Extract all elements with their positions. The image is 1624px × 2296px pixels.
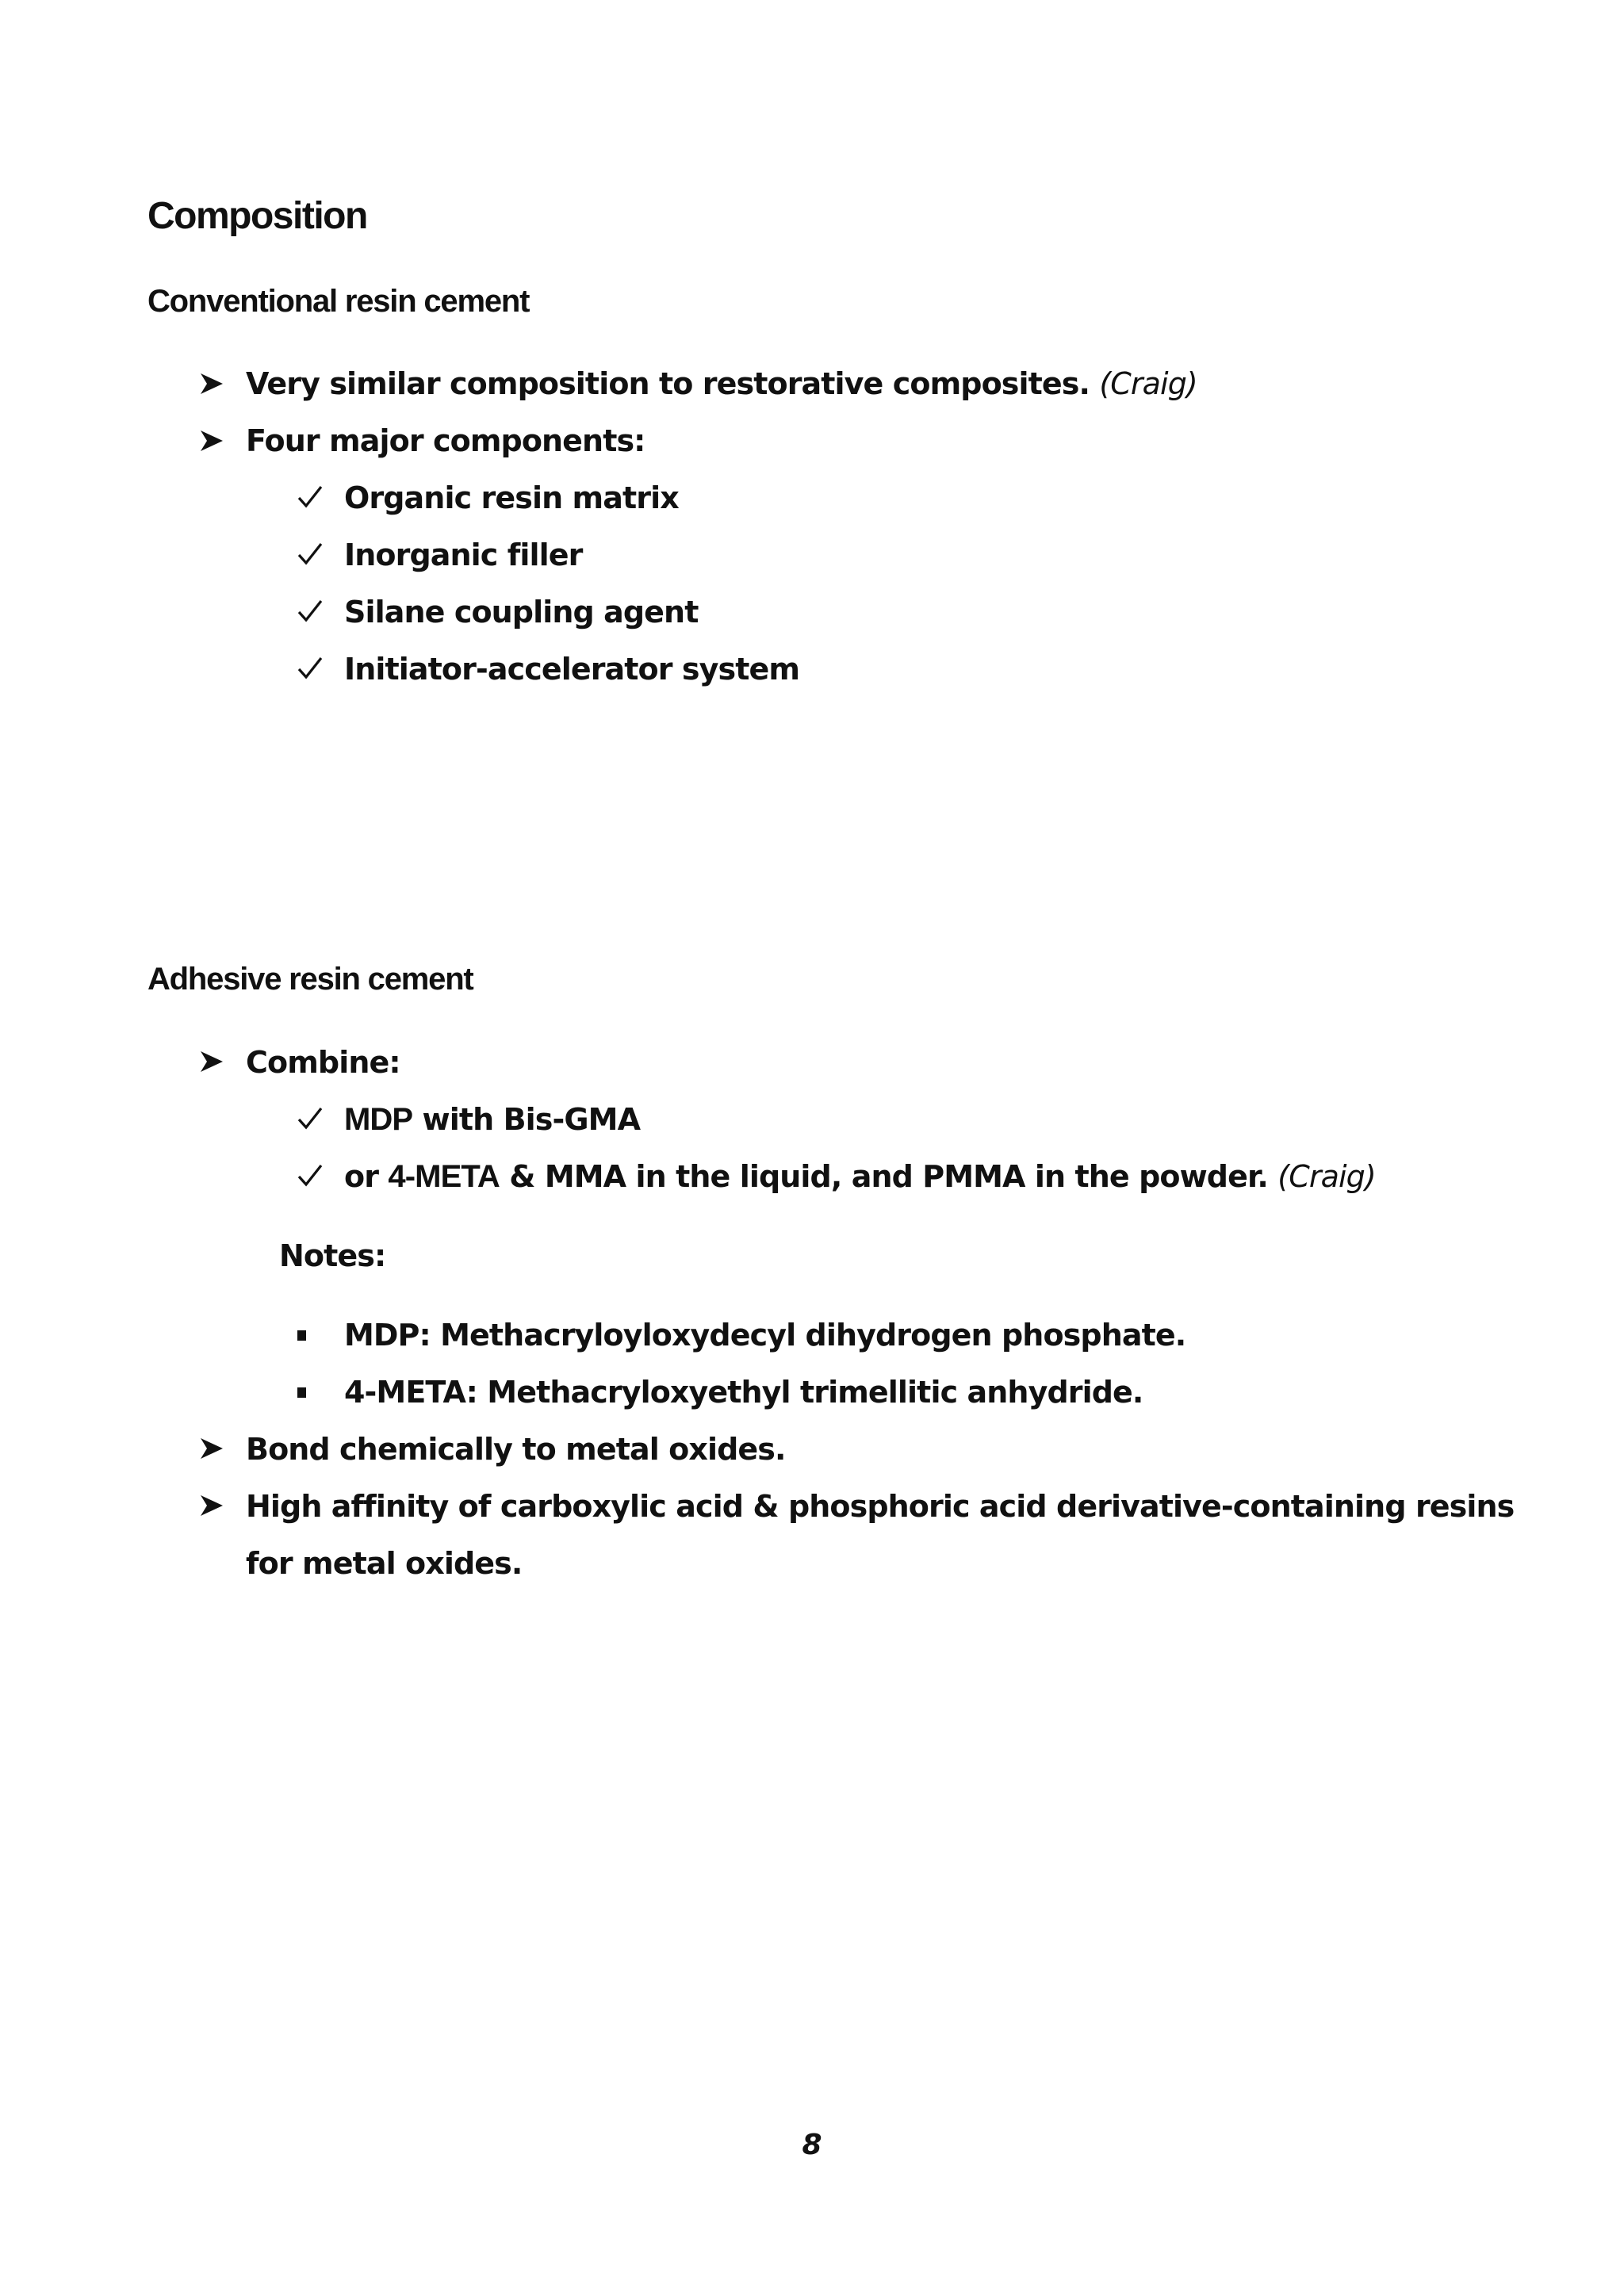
component-item: Inorganic filler	[344, 538, 583, 572]
bullet-combine: Combine:	[246, 1045, 400, 1080]
bullet-high-affinity-line1: High affinity of carboxylic acid & phosphoric acid derivative-containing resins	[246, 1489, 1515, 1524]
arrowhead-bullet-icon	[198, 1048, 225, 1075]
citation: (Craig)	[1277, 1159, 1376, 1194]
component-item: Initiator-accelerator system	[344, 652, 800, 687]
checkmark-icon	[297, 1105, 324, 1132]
combine-option-mdp	[344, 1100, 640, 1138]
component-item: Silane coupling agent	[344, 595, 699, 629]
arrowhead-bullet-icon	[198, 1435, 225, 1462]
note-item: 4-META: Methacryloxyethyl trimellitic anhydride.	[344, 1375, 1143, 1410]
term-4meta: 4-META	[388, 1159, 500, 1194]
checkmark-icon	[297, 541, 324, 568]
arrowhead-bullet-icon	[198, 427, 225, 454]
bullet-four-components: Four major components:	[246, 423, 645, 458]
citation: (Craig)	[1099, 366, 1197, 401]
term-mdp: MDP	[344, 1102, 413, 1137]
arrowhead-bullet-icon	[198, 1492, 225, 1519]
bullet-high-affinity-line2: for metal oxides.	[246, 1546, 523, 1581]
checkmark-icon	[297, 484, 324, 511]
square-bullet-icon	[297, 1330, 306, 1341]
page-number: 8	[802, 2129, 822, 2161]
bullet-similar-composition	[246, 365, 1197, 403]
checkmark-icon	[297, 655, 324, 682]
combine-option-4meta	[344, 1158, 1376, 1196]
component-item: Organic resin matrix	[344, 480, 679, 515]
arrowhead-bullet-icon	[198, 370, 225, 397]
section-heading: Composition	[147, 195, 367, 237]
square-bullet-icon	[297, 1387, 306, 1398]
subsection-title-adhesive: Adhesive resin cement	[147, 962, 473, 997]
subsection-title-conventional: Conventional resin cement	[147, 284, 530, 319]
checkmark-icon	[297, 1162, 324, 1189]
option-text: & MMA in the liquid, and PMMA in the powder.	[509, 1159, 1268, 1194]
checkmark-icon	[297, 598, 324, 625]
notes-label: Notes:	[279, 1238, 386, 1273]
note-item: MDP: Methacryloyloxydecyl dihydrogen phosphate.	[344, 1318, 1186, 1353]
option-text: with Bis-GMA	[422, 1102, 641, 1137]
option-prefix: or	[344, 1159, 379, 1194]
bullet-text: Very similar composition to restorative composites.	[246, 366, 1090, 401]
bullet-bond-metal-oxides: Bond chemically to metal oxides.	[246, 1432, 786, 1467]
